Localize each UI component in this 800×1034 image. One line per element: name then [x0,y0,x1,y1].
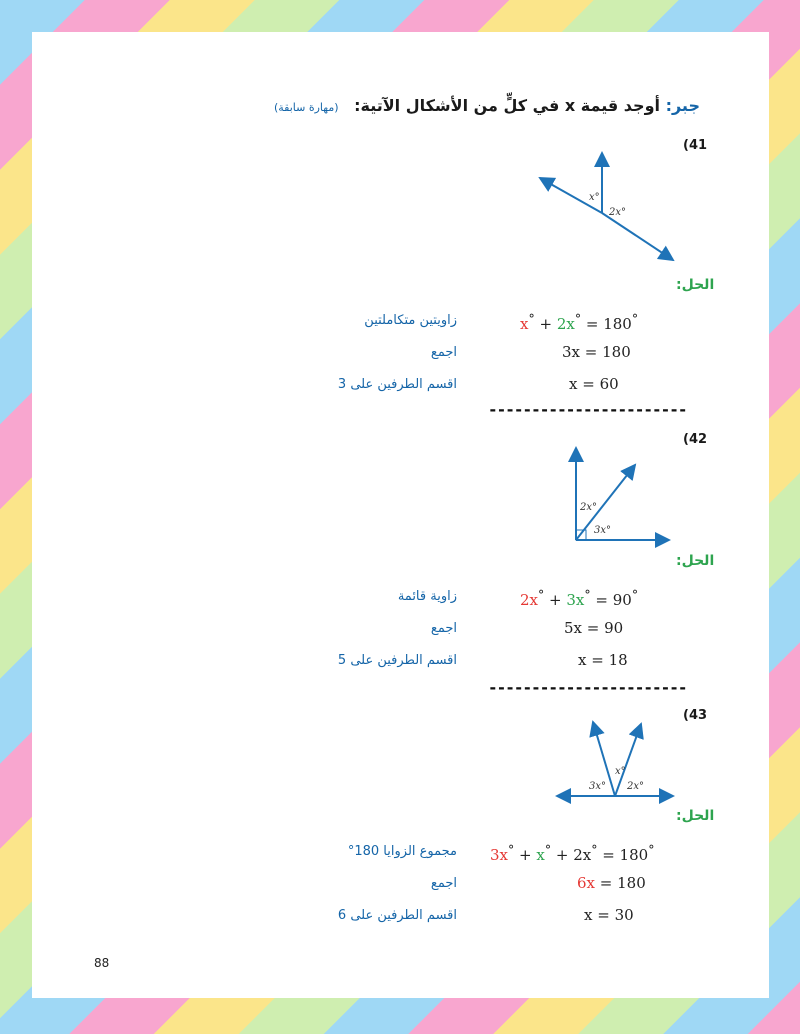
fig41-label-x: x° [589,192,600,203]
fig43-label-3x: 3x° [589,781,607,792]
figure-straight-line-angles [553,712,678,807]
solution-label-42: الحل: [676,553,715,569]
equation-43-1: 3x° + x° + 2x° = 180° [490,842,655,864]
problem-number-43: (43 [683,708,708,723]
fig42-label-3x: 3x° [594,525,612,536]
fig43-label-2x: 2x° [627,781,645,792]
equation-43-3: x = 30 [584,906,634,924]
note-41-2: اجمع [430,345,457,360]
fig42-label-2x: 2x° [580,502,598,513]
header-tag: جبر: [665,96,700,115]
equation-41-3: x = 60 [569,375,619,393]
problem-number-42: (42 [683,432,708,447]
equation-41-1: x° + 2x° = 180° [520,311,639,333]
fig41-label-2x: 2x° [609,207,627,218]
fig43-label-x: x° [615,766,626,777]
solution-label-41: الحل: [676,277,715,293]
equation-42-1: 2x° + 3x° = 90° [520,587,639,609]
header-instruction: أوجد قيمة x في كلٍّ من الأشكال الآتية: [354,96,660,115]
note-41-3: اقسم الطرفين على 3 [337,377,457,392]
equation-42-3: x = 18 [578,651,628,669]
equation-42-2: 5x = 90 [564,619,624,637]
page-header [274,96,700,115]
separator-41: ----------------------- [488,400,687,419]
equation-43-2: 6x = 180 [577,874,646,892]
page-number: 88 [94,956,110,970]
note-41-1: زاويتين متكاملتين [364,313,457,328]
note-42-2: اجمع [430,621,457,636]
note-43-1: مجموع الزوايا 180° [347,844,457,859]
problem-number-41: (41 [683,138,708,153]
note-43-2: اجمع [430,876,457,891]
figure-right-angle [565,440,675,550]
solution-label-43: الحل: [676,808,715,824]
note-42-1: زاوية قائمة [397,589,457,604]
separator-42: ----------------------- [488,678,687,697]
note-42-3: اقسم الطرفين على 5 [337,653,457,668]
equation-41-2: 3x = 180 [562,343,631,361]
figure-supplementary-angles [530,145,690,270]
header-skill-badge: (مهارة سابقة) [273,101,339,114]
note-43-3: اقسم الطرفين على 6 [337,908,457,923]
